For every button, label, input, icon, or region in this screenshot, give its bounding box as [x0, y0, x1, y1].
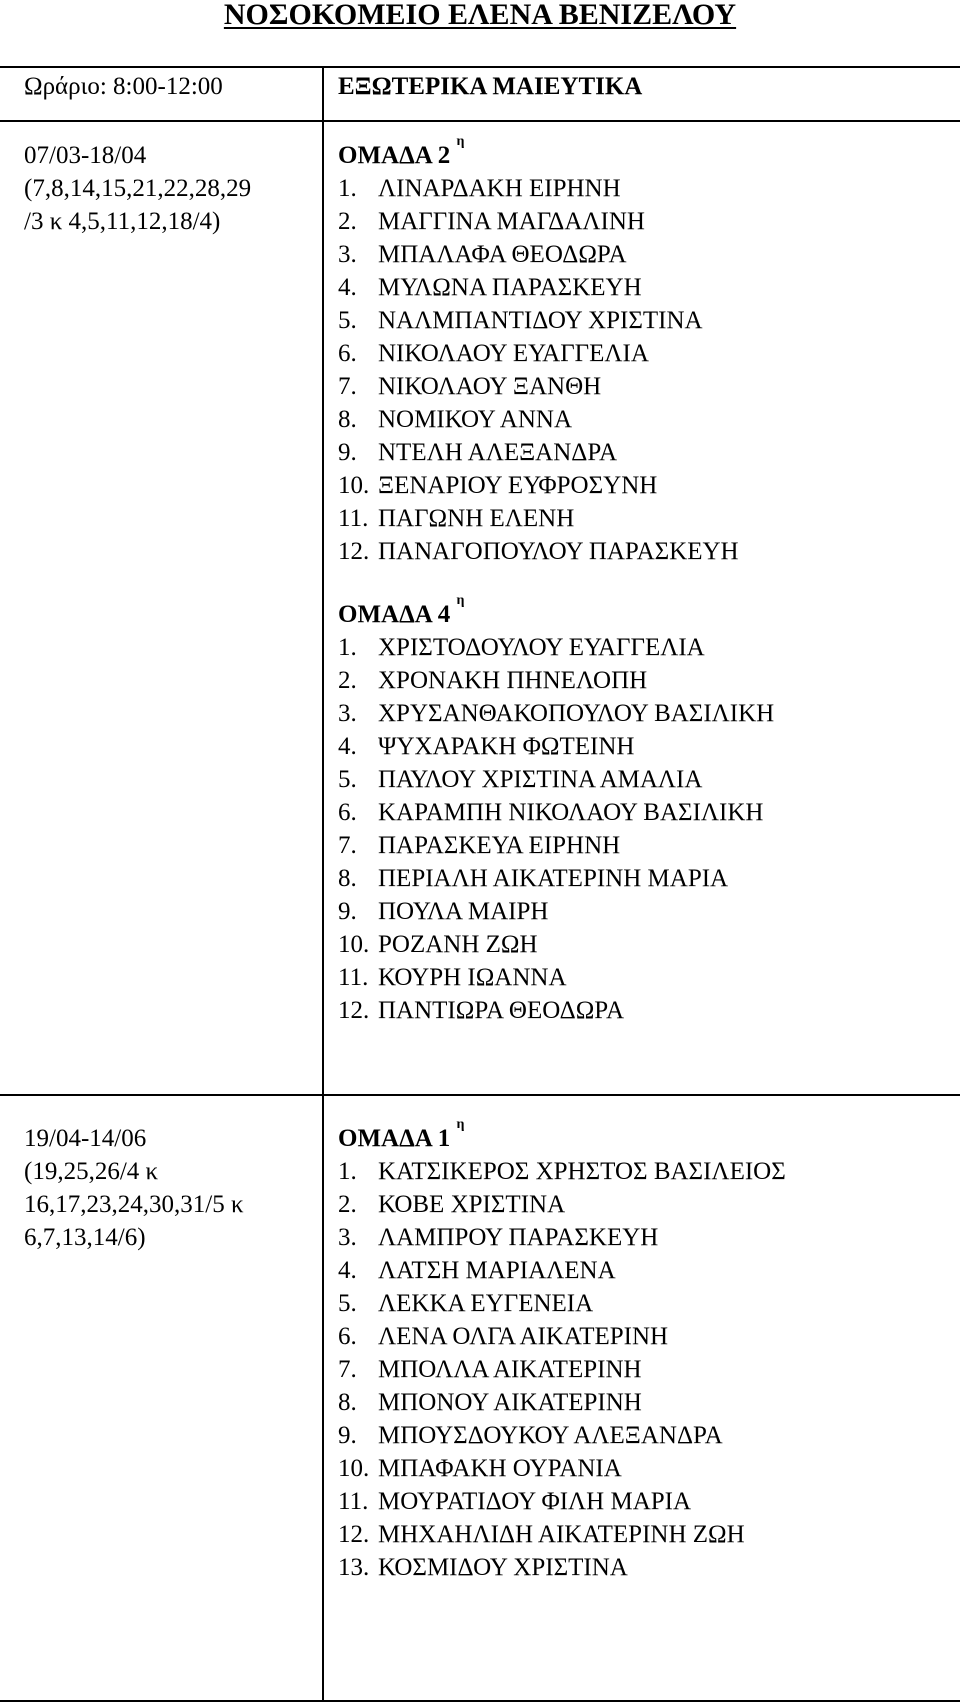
period-divider [0, 1094, 960, 1096]
hospital-name: ΝΟΣΟΚΟΜΕΙΟ ΕΛΕΝΑ ΒΕΝΙΖΕΛΟΥ [223, 0, 737, 31]
list-item: 8. ΝΟΜΙΚΟΥ ΑΝΝΑ [338, 406, 573, 433]
period-1-groups [338, 134, 775, 1027]
list-item: 2. ΧΡΟΝΑΚΗ ΠΗΝΕΛΟΠΗ [338, 667, 648, 694]
group-1-members [338, 1155, 786, 1584]
group-2-title: ΟΜΑΔΑ 2 $^\eta$ [338, 134, 465, 169]
list-item: 12. ΠΑΝΤΙΩΡΑ ΘΕΟΔΩΡΑ [338, 997, 624, 1024]
list-item: 4. ΨΥΧΑΡΑΚΗ ΦΩΤΕΙΝΗ [338, 733, 635, 760]
list-item: 9. ΝΤΕΛΗ ΑΛΕΞΑΝΔΡΑ [338, 439, 618, 466]
page-title [0, 0, 960, 30]
date-line: 07/03-18/04 [24, 142, 147, 169]
list-item: 11. ΠΑΓΩΝΗ ΕΛΕΝΗ [338, 505, 575, 532]
list-item: 8. ΠΕΡΙΑΛΗ ΑΙΚΑΤΕΡΙΝΗ ΜΑΡΙΑ [338, 865, 729, 892]
list-item: 1. ΚΑΤΣΙΚΕΡΟΣ ΧΡΗΣΤΟΣ ΒΑΣΙΛΕΙΟΣ [338, 1158, 786, 1185]
list-item: 1. ΛΙΝΑΡΔΑΚΗ ΕΙΡΗΝΗ [338, 175, 621, 202]
clinic-name: ΕΞΩΤΕΡΙΚΑ ΜΑΙΕΥΤΙΚΑ [338, 73, 643, 100]
list-item: 12. ΜΗΧΑΗΛΙΔΗ ΑΙΚΑΤΕΡΙΝΗ ΖΩΗ [338, 1521, 745, 1548]
date-line: 16,17,23,24,30,31/5 κ [24, 1191, 244, 1218]
list-item: 5. ΛΕΚΚΑ ΕΥΓΕΝΕΙΑ [338, 1290, 594, 1317]
period-1-dates [24, 139, 251, 238]
list-item: 5. ΝΑΛΜΠΑΝΤΙΔΟΥ ΧΡΙΣΤΙΝΑ [338, 307, 703, 334]
list-item: 3. ΧΡΥΣΑΝΘΑΚΟΠΟΥΛΟΥ ΒΑΣΙΛΙΚΗ [338, 700, 775, 727]
list-item: 8. ΜΠΟΝΟΥ ΑΙΚΑΤΕΡΙΝΗ [338, 1389, 642, 1416]
list-item: 6. ΛΕΝΑ ΟΛΓΑ ΑΙΚΑΤΕΡΙΝΗ [338, 1323, 669, 1350]
list-item: 5. ΠΑΥΛΟΥ ΧΡΙΣΤΙΝΑ ΑΜΑΛΙΑ [338, 766, 703, 793]
list-item: 7. ΝΙΚΟΛΑΟΥ ΞΑΝΘΗ [338, 373, 602, 400]
list-item: 9. ΠΟΥΛΑ ΜΑΙΡΗ [338, 898, 549, 925]
period-2-groups [338, 1117, 786, 1584]
list-item: 9. ΜΠΟΥΣΔΟΥΚΟΥ ΑΛΕΞΑΝΔΡΑ [338, 1422, 723, 1449]
list-item: 2. ΜΑΓΓΙΝΑ ΜΑΓΔΑΛΙΝΗ [338, 208, 645, 235]
list-item: 6. ΚΑΡΑΜΠΗ ΝΙΚΟΛΑΟΥ ΒΑΣΙΛΙΚΗ [338, 799, 764, 826]
list-item: 4. ΜΥΛΩΝΑ ΠΑΡΑΣΚΕΥΗ [338, 274, 642, 301]
list-item: 7. ΜΠΟΛΛΑ ΑΙΚΑΤΕΡΙΝΗ [338, 1356, 642, 1383]
list-item: 10. ΞΕΝΑΡΙΟΥ ΕΥΦΡΟΣΥΝΗ [338, 472, 658, 499]
header-row-divider [0, 120, 960, 122]
list-item: 1. ΧΡΙΣΤΟΔΟΥΛΟΥ ΕΥΑΓΓΕΛΙΑ [338, 634, 705, 661]
list-item: 3. ΜΠΑΛΑΦΑ ΘΕΟΔΩΡΑ [338, 241, 627, 268]
date-line: (7,8,14,15,21,22,28,29 [24, 175, 252, 202]
group-2-members [338, 172, 774, 568]
list-item: 11. ΜΟΥΡΑΤΙΔΟΥ ΦΙΛΗ ΜΑΡΙΑ [338, 1488, 692, 1515]
table-bottom-border [0, 1700, 960, 1702]
list-item: 7. ΠΑΡΑΣΚΕΥΑ ΕΙΡΗΝΗ [338, 832, 621, 859]
list-item: 6. ΝΙΚΟΛΑΟΥ ΕΥΑΓΓΕΛΙΑ [338, 340, 649, 367]
list-item: 10. ΡΟΖΑΝΗ ΖΩΗ [338, 931, 538, 958]
group-1-title: ΟΜΑΔΑ 1 $^\eta$ [338, 1117, 465, 1152]
date-line: 19/04-14/06 [24, 1125, 147, 1152]
period-2-dates [24, 1122, 244, 1254]
list-item: 13. ΚΟΣΜΙΔΟΥ ΧΡΙΣΤΙΝΑ [338, 1554, 628, 1581]
group-4-title: ΟΜΑΔΑ 4 $^\eta$ [338, 593, 465, 628]
list-item: 4. ΛΑΤΣΗ ΜΑΡΙΑΛΕΝΑ [338, 1257, 616, 1284]
date-line: /3 κ 4,5,11,12,18/4) [24, 208, 221, 235]
list-item: 11. ΚΟΥΡΗ ΙΩΑΝΝΑ [338, 964, 567, 991]
group-4-members [338, 631, 774, 1027]
date-line: (19,25,26/4 κ [24, 1158, 159, 1185]
list-item: 12. ΠΑΝΑΓΟΠΟΥΛΟΥ ΠΑΡΑΣΚΕΥΗ [338, 538, 739, 565]
table-top-border [0, 66, 960, 68]
list-item: 2. ΚΟΒΕ ΧΡΙΣΤΙΝΑ [338, 1191, 566, 1218]
group-spacer [338, 568, 774, 598]
schedule-hours: Ωράριο: 8:00-12:00 [24, 73, 223, 100]
list-item: 3. ΛΑΜΠΡΟΥ ΠΑΡΑΣΚΕΥΗ [338, 1224, 659, 1251]
date-line: 6,7,13,14/6) [24, 1224, 146, 1251]
list-item: 10. ΜΠΑΦΑΚΗ ΟΥΡΑΝΙΑ [338, 1455, 622, 1482]
column-divider [322, 66, 324, 1702]
